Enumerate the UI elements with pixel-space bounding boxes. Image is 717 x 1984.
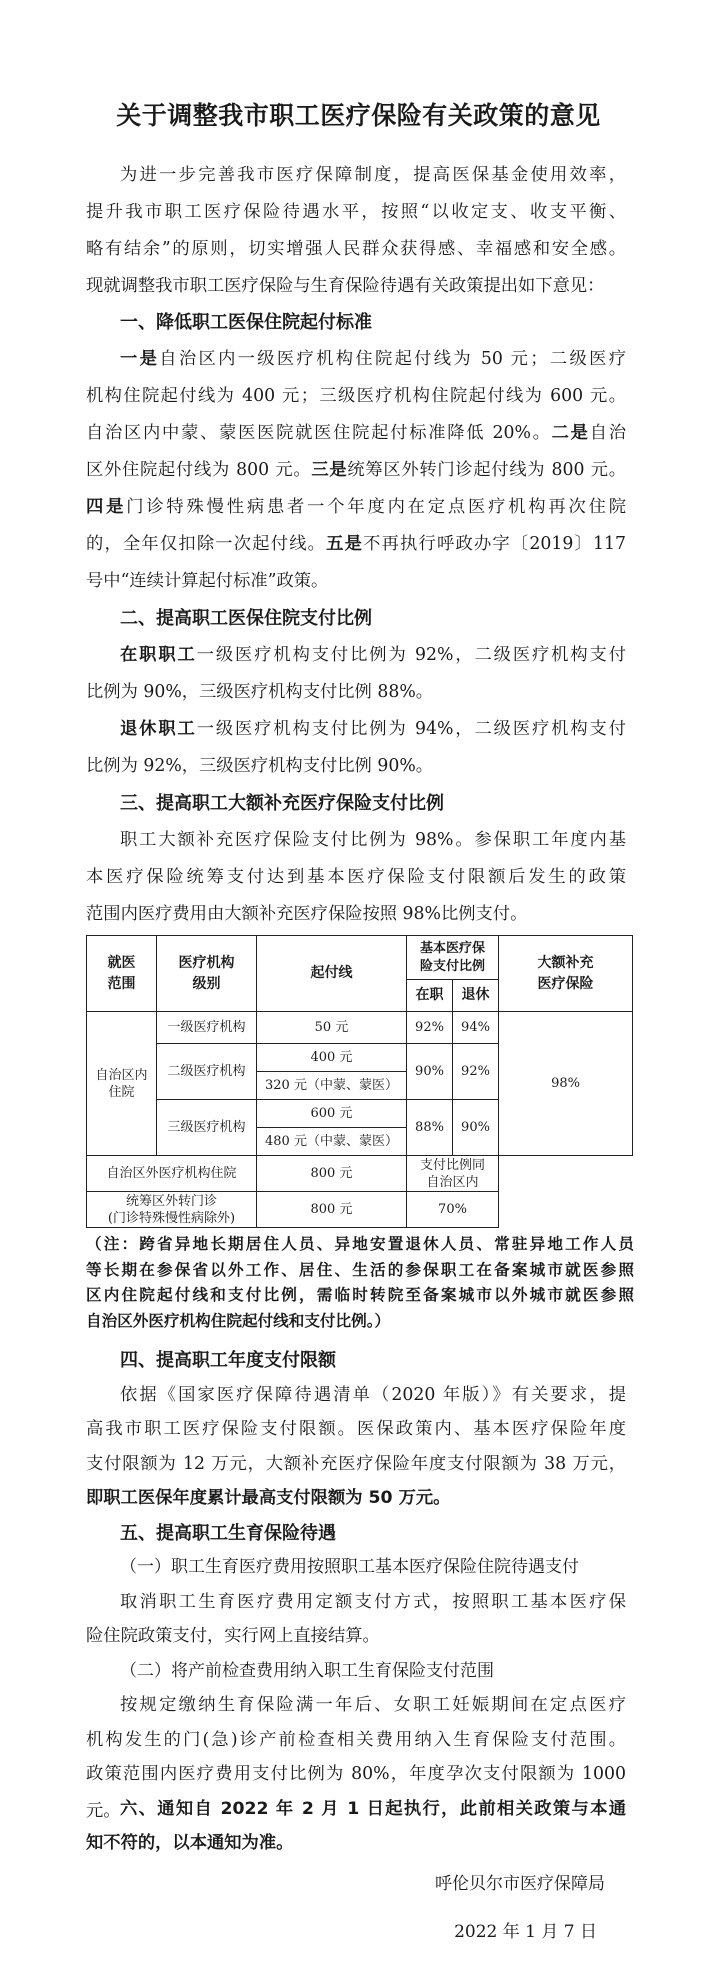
level-3: 三级医疗机构 [157, 1100, 257, 1156]
major-ratio: 98% [499, 1012, 633, 1156]
section-3-line: 本医疗保险统筹支付达到基本医疗保险支付限额后发生的政策 [86, 867, 626, 887]
out-region-threshold: 800 元 [257, 1156, 407, 1192]
table-row [87, 1012, 633, 1044]
section-2-line: 退休职工一级医疗机构支付比例为 94%，二级医疗机构支付 [120, 719, 626, 739]
section-1-line: 的，全年仅扣除一次起付线。五是不再执行呼政办字〔2019〕117 [86, 534, 626, 554]
issuing-organization: 呼伦贝尔市医疗保障局 [435, 1874, 605, 1894]
section-6-line: 六、通知自 2022 年 2 月 1 日起执行，此前相关政策与本通 [120, 1799, 626, 1819]
note-line: 等长期在参保省以外工作、居住、生活的参保职工在备案城市就医参照 [86, 1260, 634, 1279]
section-5-line: 机构发生的门(急)诊产前检查相关费用纳入生育保险支付范围。 [86, 1730, 626, 1750]
out-region-hospital: 自治区外医疗机构住院 [87, 1156, 257, 1192]
transfer-outpatient: 统筹区外转门诊 (门诊特殊慢性病除外) [87, 1192, 257, 1228]
note-line: 自治区外医疗机构住院起付线和支付比例。） [86, 1311, 391, 1330]
intro-line: 提升我市职工医疗保险待遇水平，按照“以收定支、收支平衡、 [86, 202, 626, 222]
retired-level-3: 90% [453, 1100, 499, 1156]
header-level: 医疗机构 级别 [157, 936, 257, 1012]
section-5-line: 取消职工生育医疗费用定额支付方式，按照职工基本医疗保 [120, 1592, 626, 1612]
header-active: 在职 [407, 980, 453, 1012]
section-3-heading: 三、提高职工大额补充医疗保险支付比例 [120, 793, 444, 814]
document-title: 关于调整我市职工医疗保险有关政策的意见 [116, 101, 601, 130]
section-1-line: 自治区内中蒙、蒙医医院就医住院起付标准降低 20%。二是自治 [86, 423, 626, 443]
header-retired: 退休 [453, 980, 499, 1012]
section-4-heading: 四、提高职工年度支付限额 [120, 1350, 336, 1371]
section-4-line: 即职工医保年度累计最高支付限额为 50 万元。 [86, 1488, 451, 1508]
note-line: （注：跨省异地长期居住人员、异地安置退休人员、常驻异地工作人员 [86, 1235, 634, 1253]
header-basic-ratio: 基本医疗保 险支付比例 [407, 936, 499, 980]
note-line: 区内住院起付线和支付比例，需临时转院至备案城市以外城市就医参照 [86, 1286, 634, 1304]
threshold-level-3b: 480 元（中蒙、蒙医） [257, 1128, 407, 1156]
section-2-line: 比例为 90%，三级医疗机构支付比例 88%。 [86, 682, 434, 702]
threshold-level-2b: 320 元（中蒙、蒙医） [257, 1072, 407, 1100]
threshold-level-3a: 600 元 [257, 1100, 407, 1128]
section-6-line: 知不符的，以本通知为准。 [86, 1833, 294, 1853]
section-2-heading: 二、提高职工医保住院支付比例 [120, 608, 372, 629]
intro-line: 略有结余”的原则，切实增强人民群众获得感、幸福感和安全感。 [86, 239, 626, 259]
table-row [87, 1192, 633, 1228]
section-4-line: 高我市职工医疗保险支付限额。医保政策内、基本医疗保险年度 [86, 1419, 626, 1439]
intro-line: 现就调整我市职工医疗保险与生育保险待遇有关政策提出如下意见： [86, 276, 605, 296]
section-1-line: 机构住院起付线为 400 元；三级医疗机构住院起付线为 600 元。 [86, 386, 626, 406]
section-5-line: 险住院政策支付，实行网上直接结算。 [86, 1626, 380, 1646]
section-1-heading: 一、降低职工医保住院起付标准 [120, 312, 372, 333]
section-5-heading: 五、提高职工生育保险待遇 [120, 1523, 336, 1544]
header-major-medical: 大额补充 医疗保险 [499, 936, 633, 1012]
active-level-3: 88% [407, 1100, 453, 1156]
section-1-line: 区外住院起付线为 800 元。三是统筹区外转门诊起付线为 800 元。 [86, 460, 626, 480]
level-2: 二级医疗机构 [157, 1044, 257, 1100]
table-row [87, 1156, 633, 1192]
section-5-line: 政策范围内医疗费用支付比例为 80%，年度孕次支付限额为 1000 元。 [86, 1764, 626, 1822]
active-level-2: 90% [407, 1044, 453, 1100]
transfer-ratio: 70% [407, 1192, 499, 1228]
section-1-line: 号中“连续计算起付标准”政策。 [86, 571, 329, 591]
threshold-level-1: 50 元 [257, 1012, 407, 1044]
retired-level-1: 94% [453, 1012, 499, 1044]
intro-line: 为进一步完善我市医疗保障制度，提高医保基金使用效率， [120, 165, 626, 185]
threshold-level-2a: 400 元 [257, 1044, 407, 1072]
section-4-line: 支付限额为 12 万元，大额补充医疗保险年度支付限额为 38 万元， [86, 1454, 626, 1474]
header-scope: 就医 范围 [87, 936, 157, 1012]
section-5-sub-1: （一）职工生育医疗费用按照职工基本医疗保险住院待遇支付 [120, 1557, 579, 1577]
policy-table [86, 935, 633, 1228]
section-1-line: 四是门诊特殊慢性病患者一个年度内在定点医疗机构再次住院 [86, 497, 626, 517]
issue-date: 2022 年 1 月 7 日 [454, 1922, 597, 1942]
out-region-ratio: 支付比例同 自治区内 [407, 1156, 499, 1192]
scope-in-region: 自治区内 住院 [87, 1012, 157, 1156]
level-1: 一级医疗机构 [157, 1012, 257, 1044]
section-4-line: 依据《国家医疗保障待遇清单（2020 年版）》有关要求，提 [120, 1385, 626, 1405]
section-1-line: 一是自治区内一级医疗机构住院起付线为 50 元；二级医疗 [120, 349, 626, 369]
section-3-line: 范围内医疗费用由大额补充医疗保险按照 98%比例支付。 [86, 904, 528, 924]
section-2-line: 比例为 92%，三级医疗机构支付比例 90%。 [86, 756, 434, 776]
section-2-line: 在职职工一级医疗机构支付比例为 92%，二级医疗机构支付 [120, 645, 626, 665]
transfer-threshold: 800 元 [257, 1192, 407, 1228]
section-3-line: 职工大额补充医疗保险支付比例为 98%。参保职工年度内基 [120, 830, 626, 850]
section-5-line: 按规定缴纳生育保险满一年后、女职工妊娠期间在定点医疗 [120, 1695, 626, 1715]
table-header-row [87, 936, 633, 980]
retired-level-2: 92% [453, 1044, 499, 1100]
active-level-1: 92% [407, 1012, 453, 1044]
section-5-sub-2: （二）将产前检查费用纳入职工生育保险支付范围 [120, 1661, 494, 1681]
header-threshold: 起付线 [257, 936, 407, 1012]
